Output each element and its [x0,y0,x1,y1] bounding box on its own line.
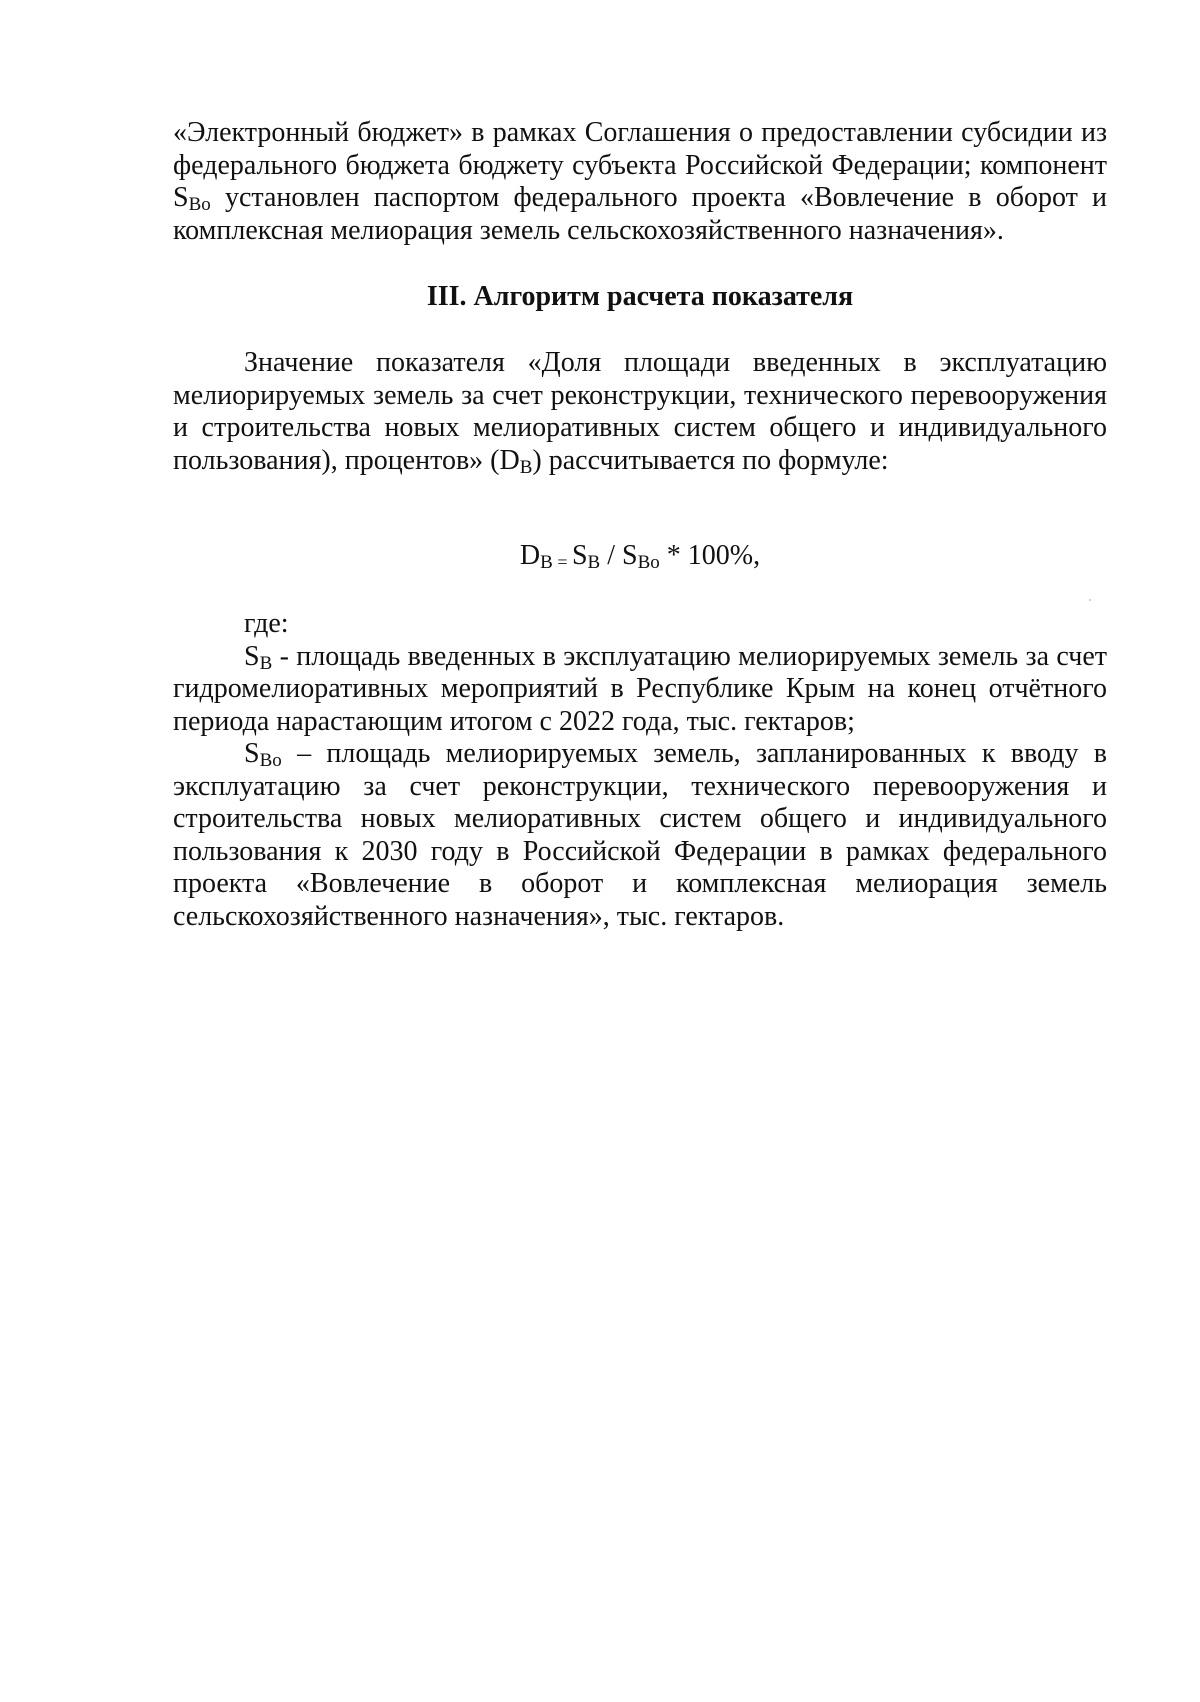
formula-s2: S [622,540,638,571]
value-paragraph-body [173,347,1107,477]
formula-d: D [519,540,541,571]
definition-sbo [173,738,1107,933]
section-heading: III. Алгоритм расчета показателя [426,281,854,312]
formula-eq: = [552,552,572,572]
definitions-block [173,608,1107,933]
definition-sbo-text: – площадь мелиорируемых земель, запланированных к вводу в эксплуатацию за счет реконструкции, технического перевооружения и строительства новых мелиоративных систем общего и индивидуального пользования к 2030 году в Российской Федерации в рамках федерального проекта «Вовлечение в оборот и комплексная мелиорация земель сельскохозяйственного назначения», тыс. гектаров. [173,738,1107,932]
intro-subscript: Bo [188,194,211,215]
value-paragraph [173,347,1107,477]
formula-s2-sub: Bo [637,552,660,573]
formula-s-sub: B [587,552,601,573]
intro-text-before: «Электронный бюджет» в рамках Соглашения о предоставлении субсидии из федерального бюджета бюджету субъекта Российской Федерации; компонент S [173,117,1107,213]
definition-sb-text: - площадь введенных в эксплуатацию мелиорируемых земель за счет гидромелиоративных мероприятий в Республике Крым на конец отчётного периода нарастающим итогом с 2022 года, тыс. гектаров; [173,640,1107,737]
definition-sbo-sub: Bo [259,750,282,771]
value-text-before: Значение показателя «Доля площади введенных в эксплуатацию мелиорируемых земель за счет реконструкции, технического перевооружения и строительства новых мелиоративных систем общего и индивидуального пользования), процентов» (D [173,347,1107,476]
formula [173,539,1107,579]
definition-sb-symbol: S [244,640,260,672]
value-text-after: ) рассчитывается по формуле: [532,444,889,476]
where-label: где: [244,608,289,639]
intro-text-after: установлен паспортом федерального проекта «Вовлечение в оборот и комплексная мелиорация земель сельскохозяйственного назначения». [173,182,1107,246]
value-subscript: B [519,456,533,478]
formula-s: S [571,540,588,571]
intro-paragraph [173,117,1107,247]
formula-d-sub: B [540,552,553,573]
scan-speck [1089,599,1091,601]
definition-sb [173,641,1107,739]
formula-div: / [600,540,623,571]
formula-tail: * 100%, [659,540,761,571]
definition-sbo-symbol: S [244,738,260,769]
definition-sb-sub: B [259,652,273,674]
